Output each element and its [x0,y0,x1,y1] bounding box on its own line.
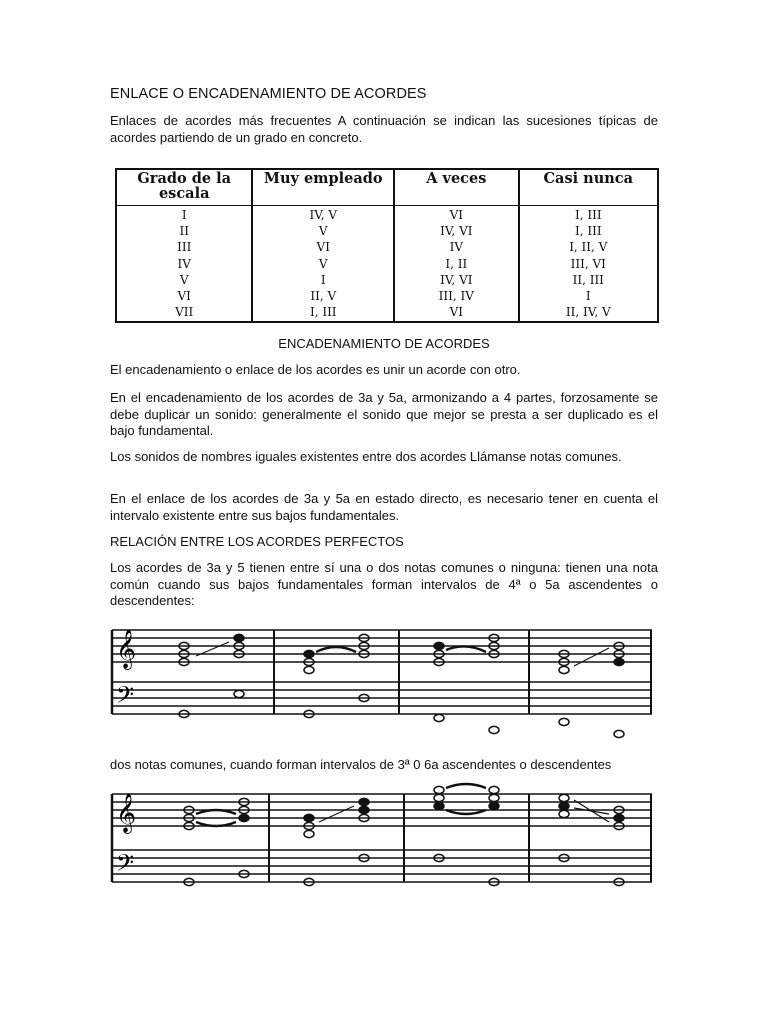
table-row [116,256,658,272]
intro-paragraph: Enlaces de acordes más frecuentes A continuación se indican las sucesiones típicas de acordes partiendo de un grado en concreto. [110,113,658,145]
table-cell: IV, VI [394,223,518,239]
table-cell: I, II [394,256,518,272]
table-cell: II [116,223,252,239]
music-example-one-common-note [104,618,660,748]
table-row [116,223,658,239]
table-cell: II, IV, V [565,305,611,320]
table-row [116,272,658,288]
table-cell: III, VI [570,256,606,271]
paragraph: El encadenamiento o enlace de los acordes es unir un acorde con otro. [110,362,521,377]
relation-heading: RELACIÓN ENTRE LOS ACORDES PERFECTOS [110,534,404,549]
paragraph: En el enlace de los acordes de 3a y 5a en estado directo, es necesario tener en cuenta el intervalo existente entre sus bajos fundamentales. [110,491,658,523]
table-cell: I [116,206,252,224]
chord-succession-table [115,168,659,323]
table-cell: VI [252,239,394,255]
table-header-cell: A veces [394,169,518,206]
relation-paragraph: Los acordes de 3a y 5 tienen entre sí una o dos notas comunes o ninguna: tienen una nota común cuando sus bajos fundamentales forman intervalos de 4ª o 5a ascendentes o descendentes: [110,560,658,608]
table-cell: IV, VI [394,272,518,288]
table-cell: III, IV [394,288,518,304]
music-example-two-common-notes [104,778,660,904]
table-cell: III [116,239,252,255]
table-row [116,239,658,255]
table-row [116,206,658,224]
table-cell: I, III [574,224,602,239]
paragraph: En el encadenamiento de los acordes de 3a y 5a, armonizando a 4 partes, forzosamente se debe duplicar un sonido: generalmente el sonido que mejor se presta a ser duplicado es el bajo fundamental. [110,390,658,438]
table-cell: VI [394,206,518,224]
table-cell: IV, V [252,206,394,224]
two-notes-paragraph: dos notas comunes, cuando forman intervalos de 3ª 0 6a ascendentes o descendentes [110,757,612,772]
table-cell: IV [394,239,518,255]
table-cell: I, II, V [569,240,608,255]
table-cell: II, III [572,272,604,287]
page-title: ENLACE O ENCADENAMIENTO DE ACORDES [110,86,427,102]
table-cell: VI [394,304,518,322]
treble-clef-icon: 𝄞 [116,793,137,833]
table-cell: I [585,289,591,304]
table-cell: V [116,272,252,288]
table-row [116,288,658,304]
table-cell: I, III [252,304,394,322]
table-header-cell: Grado de la escala [116,169,252,206]
table-header-row [116,169,658,206]
table-header-cell: Casi nunca [519,169,658,206]
bass-clef-icon: 𝄢 [116,681,135,714]
table-cell: V [252,223,394,239]
table-cell: VI [116,288,252,304]
bass-clef-icon: 𝄢 [116,849,135,882]
table-cell: V [252,256,394,272]
section-title: ENCADENAMIENTO DE ACORDES [278,336,490,351]
chord-table-container [115,168,659,323]
treble-clef-icon: 𝄞 [116,629,137,669]
table-cell: IV [116,256,252,272]
paragraph: Los sonidos de nombres iguales existentes entre dos acordes Llámanse notas comunes. [110,449,622,464]
table-cell: I [252,272,394,288]
table-cell: I, III [574,208,602,222]
table-cell: II, V [252,288,394,304]
table-header-cell: Muy empleado [252,169,394,206]
table-row [116,304,658,322]
table-cell: VII [116,304,252,322]
